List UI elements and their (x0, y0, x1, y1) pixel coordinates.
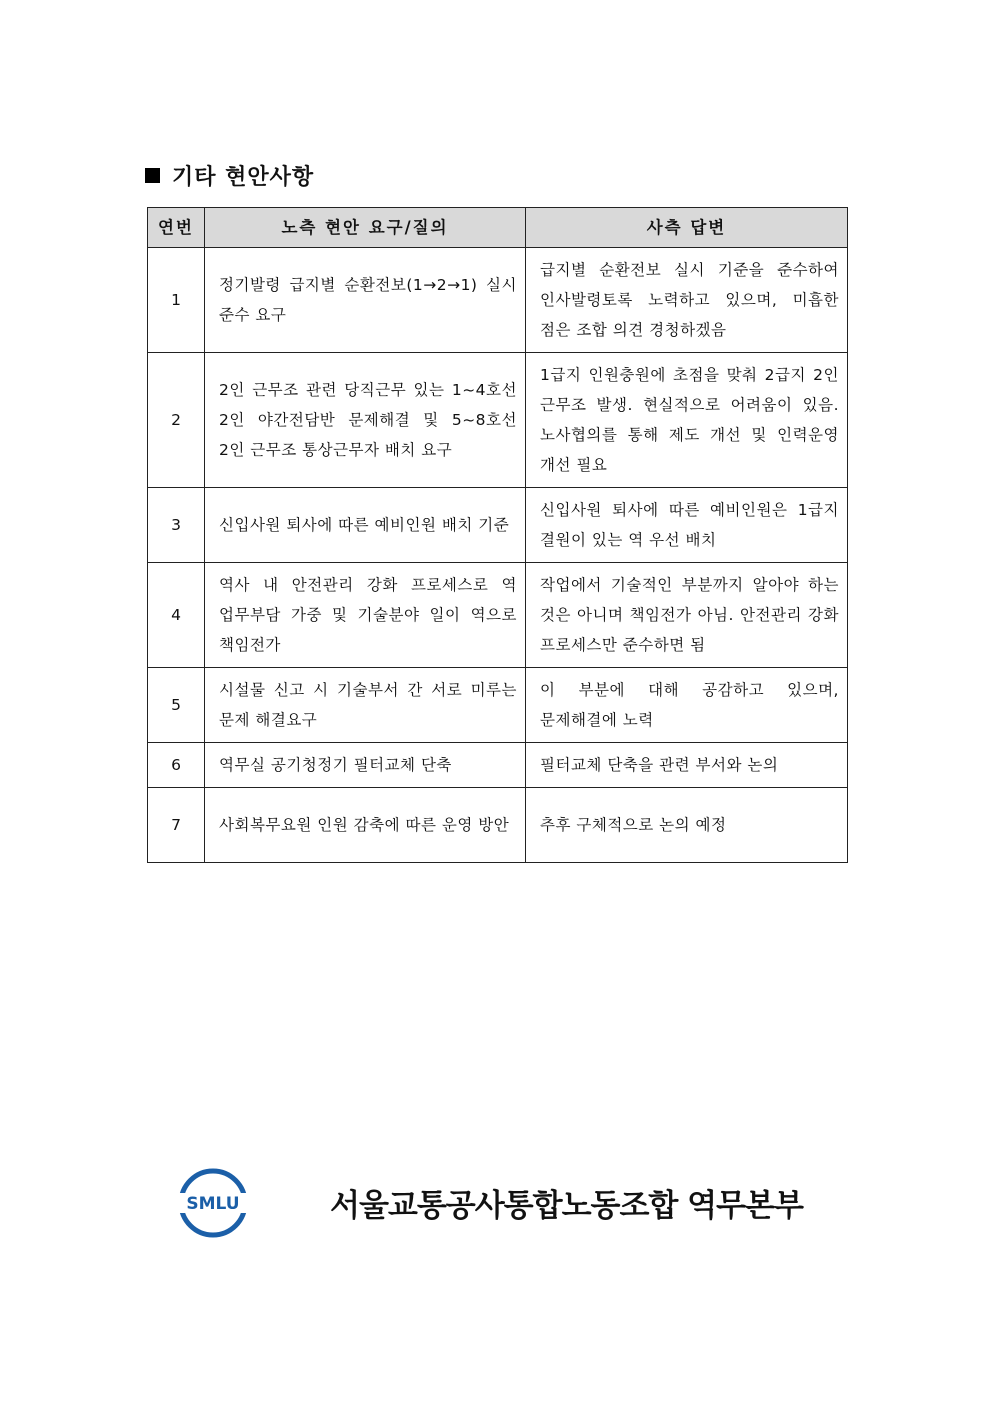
row-answer: 신입사원 퇴사에 따른 예비인원은 1급지 결원이 있는 역 우선 배치 (526, 488, 848, 563)
row-answer: 1급지 인원충원에 초점을 맞춰 2급지 2인 근무조 발생. 현실적으로 어려움이 있음. 노사협의를 통해 제도 개선 및 인력운영 개선 필요 (526, 353, 848, 488)
row-request: 사회복무요원 인원 감축에 따른 운영 방안 (205, 788, 526, 863)
row-number: 1 (148, 248, 205, 353)
row-number: 6 (148, 743, 205, 788)
table-row (148, 788, 848, 863)
row-request: 신입사원 퇴사에 따른 예비인원 배치 기준 (205, 488, 526, 563)
row-number: 5 (148, 668, 205, 743)
row-number: 7 (148, 788, 205, 863)
header-number: 연번 (148, 208, 205, 248)
table-row (148, 743, 848, 788)
organization-name: 서울교통공사통합노동조합 역무본부 (330, 1188, 803, 1224)
row-request: 역무실 공기청정기 필터교체 단축 (205, 743, 526, 788)
table-row (148, 668, 848, 743)
row-request: 2인 근무조 관련 당직근무 있는 1~4호선 2인 야간전담반 문제해결 및 5~8호선 2인 근무조 통상근무자 배치 요구 (205, 353, 526, 488)
row-number: 2 (148, 353, 205, 488)
header-answer: 사측 답변 (526, 208, 848, 248)
table-header-row (148, 208, 848, 248)
square-bullet-icon (145, 168, 160, 183)
row-answer: 필터교체 단축을 관련 부서와 논의 (526, 743, 848, 788)
row-request: 정기발령 급지별 순환전보(1→2→1) 실시 준수 요구 (205, 248, 526, 353)
row-answer: 추후 구체적으로 논의 예정 (526, 788, 848, 863)
section-title (145, 160, 314, 191)
smlu-logo-icon (178, 1168, 248, 1238)
row-answer: 급지별 순환전보 실시 기준을 준수하여 인사발령토록 노력하고 있으며, 미흡한 점은 조합 의견 경청하겠음 (526, 248, 848, 353)
logo-text: SMLU (186, 1194, 240, 1214)
row-number: 4 (148, 563, 205, 668)
row-request: 시설물 신고 시 기술부서 간 서로 미루는 문제 해결요구 (205, 668, 526, 743)
table-row (148, 353, 848, 488)
table-row (148, 488, 848, 563)
row-answer: 이 부분에 대해 공감하고 있으며, 문제해결에 노력 (526, 668, 848, 743)
section-title-text: 기타 현안사항 (172, 165, 315, 190)
table-row (148, 563, 848, 668)
footer (178, 1168, 248, 1238)
header-request: 노측 현안 요구/질의 (205, 208, 526, 248)
row-number: 3 (148, 488, 205, 563)
row-answer: 작업에서 기술적인 부분까지 알아야 하는 것은 아니며 책임전가 아님. 안전관리 강화 프로세스만 준수하면 됨 (526, 563, 848, 668)
table-row (148, 248, 848, 353)
issues-table (147, 207, 848, 863)
row-request: 역사 내 안전관리 강화 프로세스로 역 업무부담 가중 및 기술분야 일이 역으로 책임전가 (205, 563, 526, 668)
